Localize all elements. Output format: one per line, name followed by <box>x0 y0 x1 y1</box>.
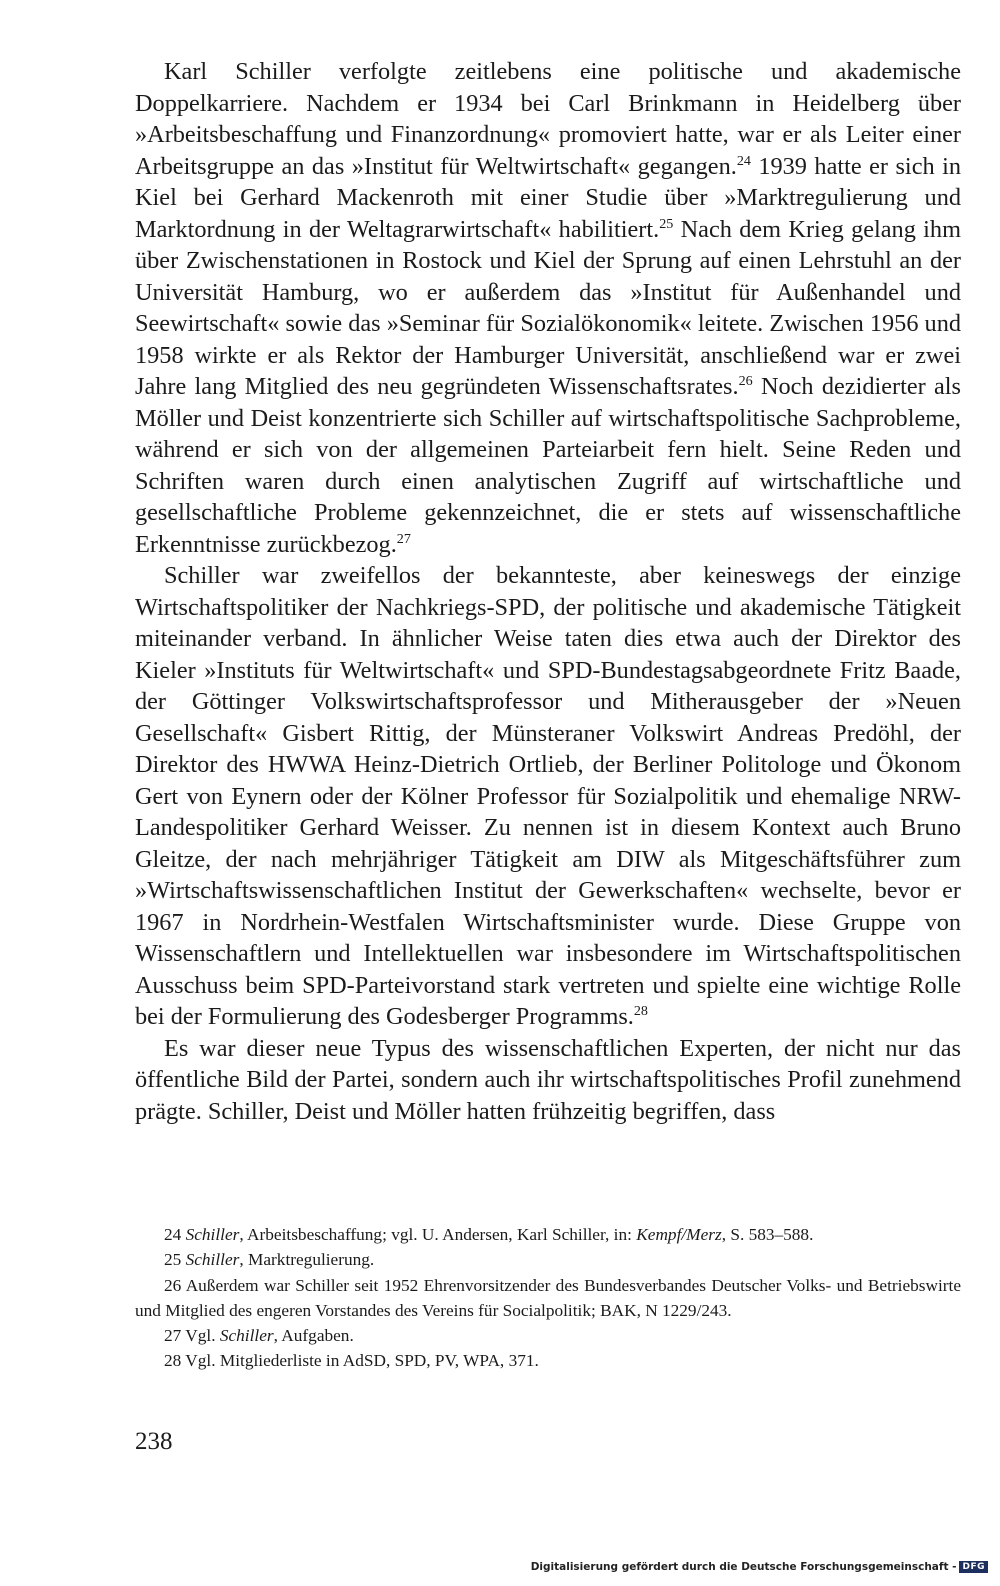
text-run: , Arbeitsbeschaffung; vgl. U. Andersen, Karl Schiller, in: <box>239 1225 637 1244</box>
cited-author: Schiller <box>219 1326 274 1346</box>
footnote-marker: 25 <box>659 215 674 232</box>
credit-text: Digitalisierung gefördert durch die Deutsche Forschungsgemeinschaft - <box>530 1561 957 1573</box>
footnote <box>135 1273 961 1324</box>
footnote <box>135 1222 961 1247</box>
text-run: 1939 hatte er sich in Kiel bei Gerhard Mackenroth mit einer Studie über »Marktregulierung und Marktordnung in der Weltagrarwirtschaft« habilitiert. <box>135 152 961 243</box>
footnote-marker: 27 <box>396 530 411 547</box>
footnote-marker: 26 <box>738 372 753 389</box>
text-run: Es war dieser neue Typus des wissenschaftlichen Experten, der nicht nur das öffentliche Bild der Partei, sondern auch ihr wirtschaftspolitisches Profil zunehmend prägte. Schiller, Deist und Möller hatten frühzeitig begriffen, dass <box>135 1034 961 1125</box>
digitization-credit <box>531 1561 988 1573</box>
text-run: Schiller war zweifellos der bekannteste, aber keineswegs der einzige Wirtschaftspolitiker der Nachkriegs-SPD, der politische und akademische Tätigkeit miteinander verband. In ähnlicher Weise taten dies etwa auch der Direktor des Kieler »Instituts für Weltwirtschaft« und SPD-Bundestagsabgeordnete Fritz Baade, der Göttinger Volkswirtschaftsprofessor und Mitherausgeber der »Neuen Gesellschaft« Gisbert Rittig, der Münsteraner Volkswirt Andreas Predöhl, der Direktor des HWWA Heinz-Dietrich Ortlieb, der Berliner Politologe und Ökonom Gert von Eynern oder der Kölner Professor für Sozialpolitik und ehemalige NRW-Landespolitiker Gerhard Weisser. Zu nennen ist in diesem Kontext auch Bruno Gleitze, der nach mehrjähriger Tätigkeit am DIW als Mitgeschäftsführer zum »Wirtschaftswissenschaftlichen Institut der Gewerkschaften« wechselte, bevor er 1967 in Nordrhein-Westfalen Wirtschaftsminister wurde. Diese Gruppe von Wissenschaftlern und Intellektuellen war insbesondere im Wirtschaftspolitischen Ausschuss beim SPD-Parteivorstand stark vertreten und spielte eine wichtige Rolle bei der Formulierung des Godesberger Programms. <box>135 562 961 1030</box>
text-run: , Aufgaben. <box>273 1326 354 1346</box>
footnote <box>135 1323 961 1348</box>
cited-author: Schiller <box>185 1225 240 1244</box>
cited-author: Schiller <box>185 1250 240 1270</box>
footnote-marker: 24 <box>736 152 751 169</box>
footnote <box>135 1348 961 1373</box>
footnote <box>135 1247 961 1272</box>
paragraph <box>135 560 961 1033</box>
paragraph <box>135 1033 961 1128</box>
cited-author: Kempf/Merz <box>636 1225 722 1244</box>
body-text <box>135 56 961 1127</box>
text-run: Nach dem Krieg gelang ihm über Zwischenstationen in Rostock und Kiel der Sprung auf einen Lehrstuhl an der Universität Hamburg, wo er außerdem das »Institut für Außenhandel und Seewirtschaft« sowie das »Seminar für Sozialökonomik« leitete. Zwischen 1956 und 1958 wirkte er als Rektor der Hamburger Universität, anschließend war er zwei Jahre lang Mitglied des neu gegründeten Wissenschaftsrates. <box>135 215 961 400</box>
text-run: , S. 583–588. <box>721 1225 814 1244</box>
text-run: 28 Vgl. Mitgliederliste in AdSD, SPD, PV, WPA, 371. <box>164 1351 539 1371</box>
text-run: 24 <box>164 1225 186 1244</box>
footnote-marker: 28 <box>633 1002 648 1019</box>
text-run: 25 <box>164 1250 186 1270</box>
page-number: 238 <box>135 1428 173 1455</box>
dfg-logo: DFG <box>959 1561 988 1573</box>
text-run: Karl Schiller verfolgte zeitlebens eine politische und akademische Doppelkarriere. Nachdem er 1934 bei Carl Brinkmann in Heidelberg über »Arbeitsbeschaffung und Finanzordnung« promoviert hatte, war er als Leiter einer Arbeitsgruppe an das »Institut für Weltwirtschaft« gegangen. <box>135 58 961 180</box>
footnotes <box>135 1222 961 1374</box>
text-run: 27 Vgl. <box>164 1326 220 1346</box>
paragraph <box>135 56 961 560</box>
text-run: Noch dezidierter als Möller und Deist konzentrierte sich Schiller auf wirtschaftspolitische Sachprobleme, während er sich von der allgemeinen Parteiarbeit fern hielt. Seine Reden und Schriften waren durch einen analytischen Zugriff auf wirtschaftliche und gesellschaftliche Probleme gekennzeichnet, die er stets auf wissenschaftliche Erkenntnisse zurückbezog. <box>135 373 961 558</box>
text-run: , Marktregulierung. <box>239 1250 375 1270</box>
text-run: 26 Außerdem war Schiller seit 1952 Ehrenvorsitzender des Bundesverbandes Deutscher Volks- und Betriebswirte und Mitglied des engeren Vorstandes des Vereins für Socialpolitik; BAK, N 1229/243. <box>135 1275 961 1320</box>
